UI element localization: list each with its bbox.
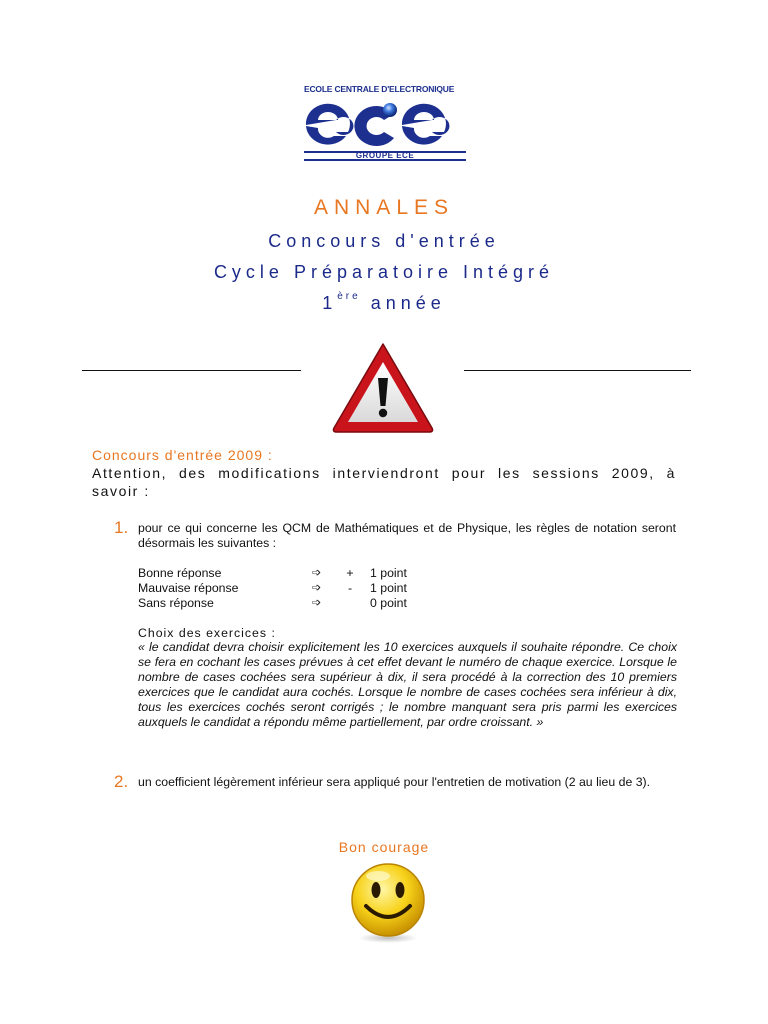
annee-number: 1: [322, 293, 338, 313]
grading-label: Bonne réponse: [138, 566, 222, 580]
grading-sign: +: [346, 566, 354, 580]
annee-subtitle: [0, 293, 768, 314]
bon-courage-text: Bon courage: [338, 839, 430, 855]
annee-word: année: [360, 293, 446, 313]
grading-label: Mauvaise réponse: [138, 581, 239, 595]
arrow-right-icon: ➩: [312, 567, 322, 579]
ece-logo: [302, 84, 468, 164]
divider-right: [464, 370, 691, 371]
choix-label: Choix des exercices :: [138, 626, 276, 640]
annales-title: ANNALES: [313, 196, 455, 219]
grading-points: 0 point: [370, 596, 407, 610]
ece-logo-mark: [302, 92, 468, 152]
divider-left: [82, 370, 301, 371]
arrow-right-icon: ➩: [312, 597, 322, 609]
grading-row: [138, 581, 438, 596]
grading-row: [138, 566, 438, 581]
logo-bottom-text: GROUPE ECE: [355, 151, 415, 160]
grading-points: 1 point: [370, 581, 407, 595]
warning-triangle-icon: [330, 340, 436, 436]
logo-top-text: ECOLE CENTRALE D'ELECTRONIQUE: [304, 84, 455, 94]
attention-paragraph: Attention, des modifications interviendront pour les sessions 2009, à savoir :: [92, 465, 676, 499]
item-2-number: 2.: [114, 772, 129, 791]
choix-paragraph: « le candidat devra choisir explicitement les 10 exercices auxquels il souhaite répondre. Ce choix se fera en cochant les cases prévues à cet effet devant le numéro de chaque exercice. Lorsque le nombre de cases cochées sera supérieur à dix, il sera procédé à la correction des 10 premiers exercices que le candidat aura cochés. Lorsque le nombre de cases cochées sera inférieur à dix, tous les exercices cochés seront corrigés ; le nombre manquant sera pris parmi les exercices auxquels le candidat a répondu même partiellement, par ordre croissant. »: [138, 640, 677, 729]
grading-points: 1 point: [370, 566, 407, 580]
cycle-subtitle: Cycle Préparatoire Intégré: [213, 262, 555, 282]
item-2-text: un coefficient légèrement inférieur sera appliqué pour l'entretien de motivation (2 au lieu de 3).: [138, 775, 651, 789]
grading-label: Sans réponse: [138, 596, 214, 610]
annee-superscript: ère: [337, 291, 361, 302]
item-1-number: 1.: [114, 518, 129, 537]
smiley-face-icon: [346, 860, 430, 944]
item-1-text: pour ce qui concerne les QCM de Mathématiques et de Physique, les règles de notation seront désormais les suivantes :: [138, 521, 676, 550]
section-heading: Concours d'entrée 2009 :: [92, 447, 273, 463]
concours-subtitle: Concours d'entrée: [268, 231, 500, 251]
arrow-right-icon: ➩: [312, 582, 322, 594]
grading-sign: -: [347, 581, 353, 595]
grading-row: [138, 596, 438, 611]
